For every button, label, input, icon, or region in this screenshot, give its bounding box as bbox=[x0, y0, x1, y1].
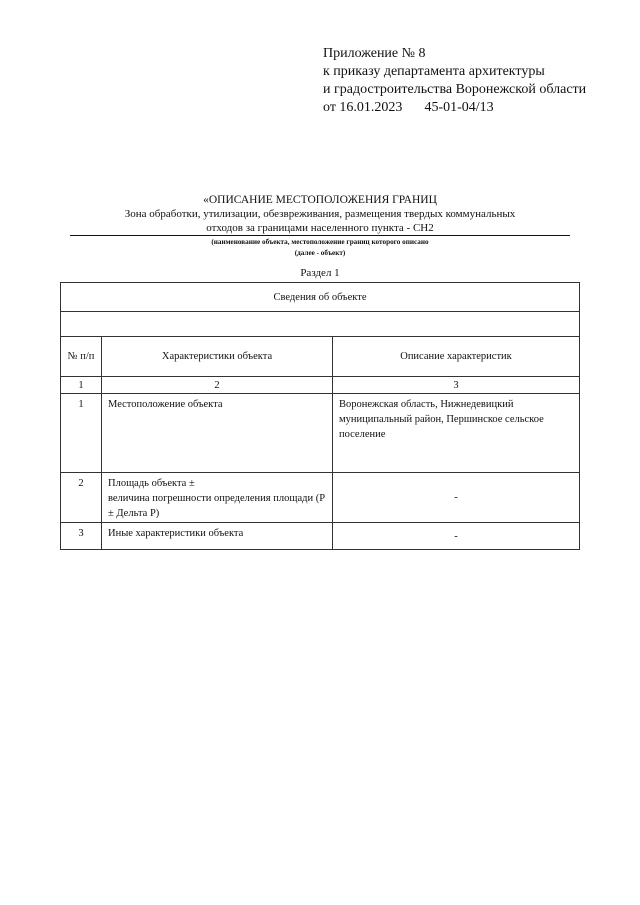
row-description: - bbox=[333, 523, 580, 550]
annex-date-line bbox=[323, 99, 586, 117]
table-header-row bbox=[61, 337, 580, 377]
object-info-table bbox=[60, 282, 580, 550]
row-num: 2 bbox=[61, 473, 102, 523]
table-row bbox=[61, 473, 580, 523]
row-characteristic: Местоположение объекта bbox=[102, 394, 333, 473]
section-label: Раздел 1 bbox=[300, 267, 340, 279]
annex-line-1: Приложение № 8 bbox=[323, 46, 426, 61]
row-characteristic-line-1: Площадь объекта ± bbox=[108, 478, 195, 489]
annex-line-2: к приказу департамента архитектуры bbox=[323, 64, 545, 79]
row-characteristic-line-2: величина погрешности определения площади (Р ± Дельта Р) bbox=[108, 493, 326, 519]
table-row bbox=[61, 523, 580, 550]
note-line-1: (наименование объекта, местоположение границ которого описано bbox=[211, 238, 429, 246]
column-number-2: 2 bbox=[102, 377, 333, 394]
note-line-2: (далее - объект) bbox=[294, 249, 346, 257]
annex-line-3: и градостроительства Воронежской области bbox=[323, 82, 587, 97]
row-num: 3 bbox=[61, 523, 102, 550]
annex-number: 45-01-04/13 bbox=[424, 100, 494, 115]
header-characteristic: Характеристики объекта bbox=[102, 337, 333, 377]
document-heading bbox=[60, 193, 580, 258]
table-empty-row bbox=[61, 312, 580, 337]
object-name-line-1: Зона обработки, утилизации, обезвреживания, размещения твердых коммунальных bbox=[124, 208, 516, 220]
column-number-row bbox=[61, 377, 580, 394]
table-row bbox=[61, 394, 580, 473]
document-title: «ОПИСАНИЕ МЕСТОПОЛОЖЕНИЯ ГРАНИЦ bbox=[203, 194, 437, 206]
header-num: № п/п bbox=[61, 337, 102, 377]
row-description: Воронежская область, Нижнедевицкий муниципальный район, Першинское сельское поселение bbox=[333, 394, 580, 473]
row-num: 1 bbox=[61, 394, 102, 473]
header-description: Описание характеристик bbox=[333, 337, 580, 377]
column-number-3: 3 bbox=[333, 377, 580, 394]
table-title-row bbox=[61, 283, 580, 312]
table-title: Сведения об объекте bbox=[61, 283, 580, 312]
annex-date: от 16.01.2023 bbox=[323, 100, 403, 115]
empty-cell bbox=[61, 312, 580, 337]
column-number-1: 1 bbox=[61, 377, 102, 394]
annex-header bbox=[323, 45, 586, 117]
row-description: - bbox=[333, 473, 580, 523]
row-characteristic bbox=[102, 473, 333, 523]
row-characteristic: Иные характеристики объекта bbox=[102, 523, 333, 550]
object-name-line-2: отходов за границами населенного пункта - СН2 bbox=[70, 221, 570, 236]
